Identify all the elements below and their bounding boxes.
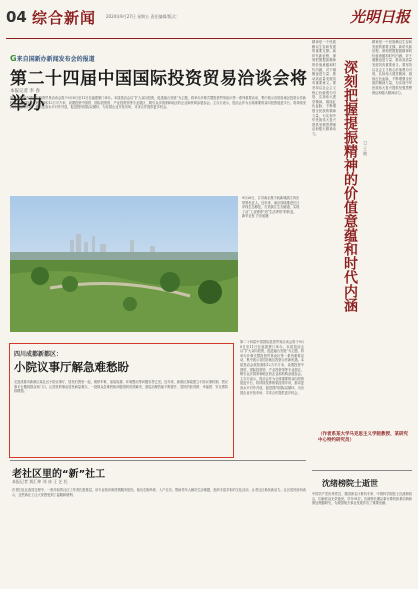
obit-headline: 沈绪榜院士逝世 (322, 479, 378, 488)
right-byline: □ 王 晓 (363, 140, 368, 156)
feature-kicker: 四川成都新都区： (14, 351, 63, 358)
riverside-park-image (10, 196, 238, 332)
lead-body: 第二十四届中国国际投资贸易洽谈会将于9月8日至11日在福建厦门举办。本届投洽会以“扩大双向投资，促进融合发展”为主题，将举办开幕式暨投资贸易论坛等一系列重要活动，集中展示各国各地区投资合作新机遇。本届投洽会展览面积12万平方米，设置投资中国馆、国际投资馆、产业投资馆等专业展区，吸引众多国家和地区的企业和机构参展参会。主办方表示，投洽会作为全球重要的双向投资促进平台，将持续发挥桥梁纽带作用，推动更高水平对外开放，促进国内国际双循环，为各国企业开拓市场、寻求合作提供更多机会。 (10, 96, 306, 110)
feature-headline: 小院议事厅解急难愁盼 (14, 360, 129, 374)
feature-body: 走进成都市新都区某社区小院议事厅，居民们围坐一起，就停车难、加装电梯、环境整治等问题各抒己见。近年来，新都区探索建立小院议事机制，把议事平台搬到群众家门口，让居民的事由居民商量着办，一批群众急难愁盼问题得到有效解决，基层治理效能不断提升，居民的获得感、幸福感、安全感持续增强。 (14, 380, 228, 394)
photo-caption-text: 9月26日，江苏南京燕子矶新城滨江风光带景色宜人。近年来，南京持续推进长江岸线生态修复，打造滨江生态廊道，实现了从“工业锈带”到“生活秀带”的转变。 (242, 196, 300, 214)
right-body-right: 精神是一个民族赖以生存和发展的重要支撑。新时代新征程，深刻把握提振精神的价值意蕴和时代内涵，对于凝聚奋进力量、推动高质量发展具有重要意义。要坚持以社会主义核心价值观为引领，弘扬伟大建党精神，赓续红色血脉，不断增强全民族的精神力量，为实现中华民族伟大复兴提供坚强思想保证和强大精神动力。 (372, 40, 412, 95)
dateline: 2024年9月27日 星期五 责任编辑/版式： (106, 14, 180, 19)
lead-body-continued: 第二十四届中国国际投资贸易洽谈会将于9月8日至11日在福建厦门举办。本届投洽会以“扩大双向投资，促进融合发展”为主题，将举办开幕式暨投资贸易论坛等一系列重要活动，集中展示各国各地区投资合作新机遇。本届投洽会展览面积12万平方米，设置投资中国馆、国际投资馆、产业投资馆等专业展区，吸引众多国家和地区的企业和机构参展参会。主办方表示，投洽会作为全球重要的双向投资促进平台，将持续发挥桥梁纽带作用，推动更高水平对外开放，促进国内国际双循环，为各国企业开拓市场、寻求合作提供更多机会。 (240, 340, 304, 395)
right-red-title: （作者系某大学马克思主义学院教授、某研究中心特约研究员） (318, 432, 408, 443)
photo-credit: 新华社发 方东旭摄 (242, 214, 269, 219)
right-headline: 深刻把握提振精神的价值意蕴和时代内涵 (342, 60, 358, 312)
lead-kicker-text: 来自国新办新闻发布会的报道 (16, 56, 95, 63)
lead-byline: 本报记者 李 春 (10, 89, 40, 94)
page-header (6, 4, 412, 39)
news-photo (10, 196, 238, 332)
second-body: 在老旧社区改造过程中，一批年轻的社区工作者扎根基层，用专业知识和热情服务居民。他们走街串巷、入户走访，帮助老年人解决生活难题，组织丰富多彩的文化活动，让老社区焕发新活力。社区居民纷纷表示，这些新社工让大家感受到了温暖和便利。 (12, 488, 306, 497)
masthead-logo: 光明日报 (349, 8, 410, 26)
section-divider (10, 460, 306, 461)
page-number: 04 (6, 8, 27, 26)
right-body-left: 精神是一个民族赖以生存和发展的重要支撑。新时代新征程，深刻把握提振精神的价值意蕴和时代内涵，对于凝聚奋进力量、推动高质量发展具有重要意义。要坚持以社会主义核心价值观为引领，弘扬伟大建党精神，赓续红色血脉，不断增强全民族的精神力量，为实现中华民族伟大复兴提供坚强思想保证和强大精神动力。 (312, 40, 336, 136)
section-title: 综合新闻 (32, 9, 97, 27)
obit-body: 中国共产党优秀党员、我国著名计算机专家、中国科学院院士沈绪榜同志，因病医治无效逝世，享年91岁。沈绪榜长期从事计算机体系结构和微处理器研究，为我国航天事业发展作出了重要贡献。 (312, 492, 412, 506)
lead-headline: 第二十四届中国国际投资贸易洽谈会将举办 (10, 69, 308, 114)
obit-divider (312, 470, 412, 471)
second-headline: 老社区里的“新”社工 (12, 469, 106, 480)
kicker-mark: G (10, 54, 17, 63)
second-byline: 本报记者 贾汇坤 刘 冰 王 艺 托 (12, 479, 68, 484)
photo-caption (242, 196, 300, 336)
lead-kicker (10, 54, 95, 63)
